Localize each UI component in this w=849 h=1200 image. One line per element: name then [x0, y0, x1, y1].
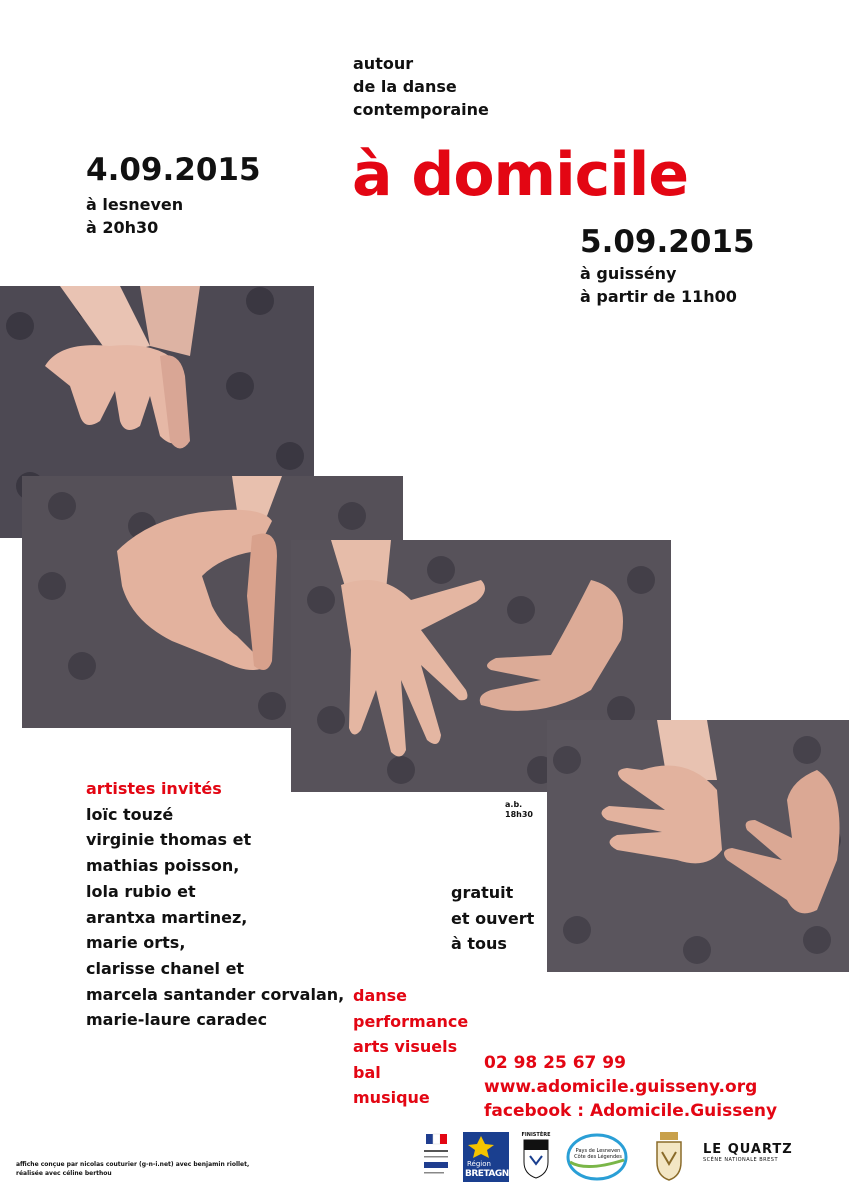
artists-heading: artistes invités	[86, 779, 222, 798]
finistere-name: FINISTÈRE	[521, 1132, 551, 1138]
star-icon	[463, 1132, 509, 1160]
contact-info	[484, 1051, 777, 1123]
artist-line: virginie thomas et	[86, 830, 252, 850]
free-entry-line: à tous	[451, 934, 507, 953]
artist-line: loïc touzé	[86, 804, 174, 824]
event-time-2: à partir de 11h00	[580, 287, 737, 306]
disciplines-list	[353, 983, 468, 1111]
guisseny-crest-logo	[654, 1132, 684, 1182]
photo-credit-line: 18h30	[505, 810, 533, 819]
subtitle-line: autour	[353, 54, 414, 73]
event-details-1	[86, 193, 183, 239]
hands-illustration-4	[547, 720, 849, 972]
event-time-1: à 20h30	[86, 218, 159, 237]
pays-lesneven-logo	[566, 1132, 628, 1182]
artist-line: marcela santander corvalan,	[86, 984, 345, 1004]
phone-number: 02 98 25 67 99	[484, 1053, 626, 1073]
artist-line: arantxa martinez,	[86, 907, 248, 927]
artist-line: marie orts,	[86, 933, 186, 953]
artist-line: lola rubio et	[86, 881, 196, 901]
artist-line: clarisse chanel et	[86, 958, 245, 978]
subtitle-line: de la danse	[353, 77, 457, 96]
discipline-item: arts visuels	[353, 1037, 458, 1056]
page-title: à domicile	[352, 140, 689, 210]
region-bretagne-logo	[463, 1132, 515, 1182]
photo-credit-line: a.b.	[505, 800, 523, 809]
event-date-2: 5.09.2015	[580, 224, 755, 260]
artist-line: marie-laure caradec	[86, 1010, 268, 1030]
event-details-2	[580, 262, 737, 308]
photo-credit	[505, 800, 533, 820]
discipline-item: danse	[353, 986, 408, 1005]
le-quartz-logo	[703, 1132, 793, 1182]
free-entry	[451, 880, 534, 957]
subtitle-line: contemporaine	[353, 100, 489, 119]
quartz-name: LE QUARTZ	[703, 1142, 793, 1157]
artists-list	[86, 776, 344, 1033]
crest-icon	[654, 1132, 684, 1182]
footer-credit	[16, 1160, 256, 1178]
prefecture-logo	[420, 1132, 452, 1182]
footer-credit-line: réalisée avec céline berthou	[16, 1170, 112, 1177]
event-date-1: 4.09.2015	[86, 152, 261, 188]
free-entry-line: gratuit	[451, 883, 514, 902]
free-entry-line: et ouvert	[451, 908, 535, 928]
region-label: Région	[467, 1160, 491, 1168]
event-place-2: à guissény	[580, 264, 677, 283]
shield-icon	[520, 1138, 552, 1180]
region-name: BRETAGNE	[465, 1169, 515, 1179]
discipline-item: musique	[353, 1088, 430, 1107]
artist-line: mathias poisson,	[86, 856, 240, 876]
quartz-subtitle: SCÈNE NATIONALE BREST	[703, 1157, 779, 1163]
pays-name: Pays de Lesneven Côte des Légendes	[574, 1148, 622, 1160]
event-place-1: à lesneven	[86, 195, 184, 214]
photo-hands-4	[547, 720, 849, 972]
footer-credit-line: affiche conçue par nicolas couturier (g-n-i.net) avec benjamin riollet,	[16, 1161, 250, 1168]
website-link[interactable]: www.adomicile.guisseny.org	[484, 1077, 758, 1097]
finistere-logo	[520, 1132, 552, 1182]
facebook-link[interactable]: facebook : Adomicile.Guisseny	[484, 1101, 778, 1121]
subtitle	[353, 52, 489, 121]
discipline-item: bal	[353, 1062, 381, 1082]
discipline-item: performance	[353, 1011, 469, 1031]
